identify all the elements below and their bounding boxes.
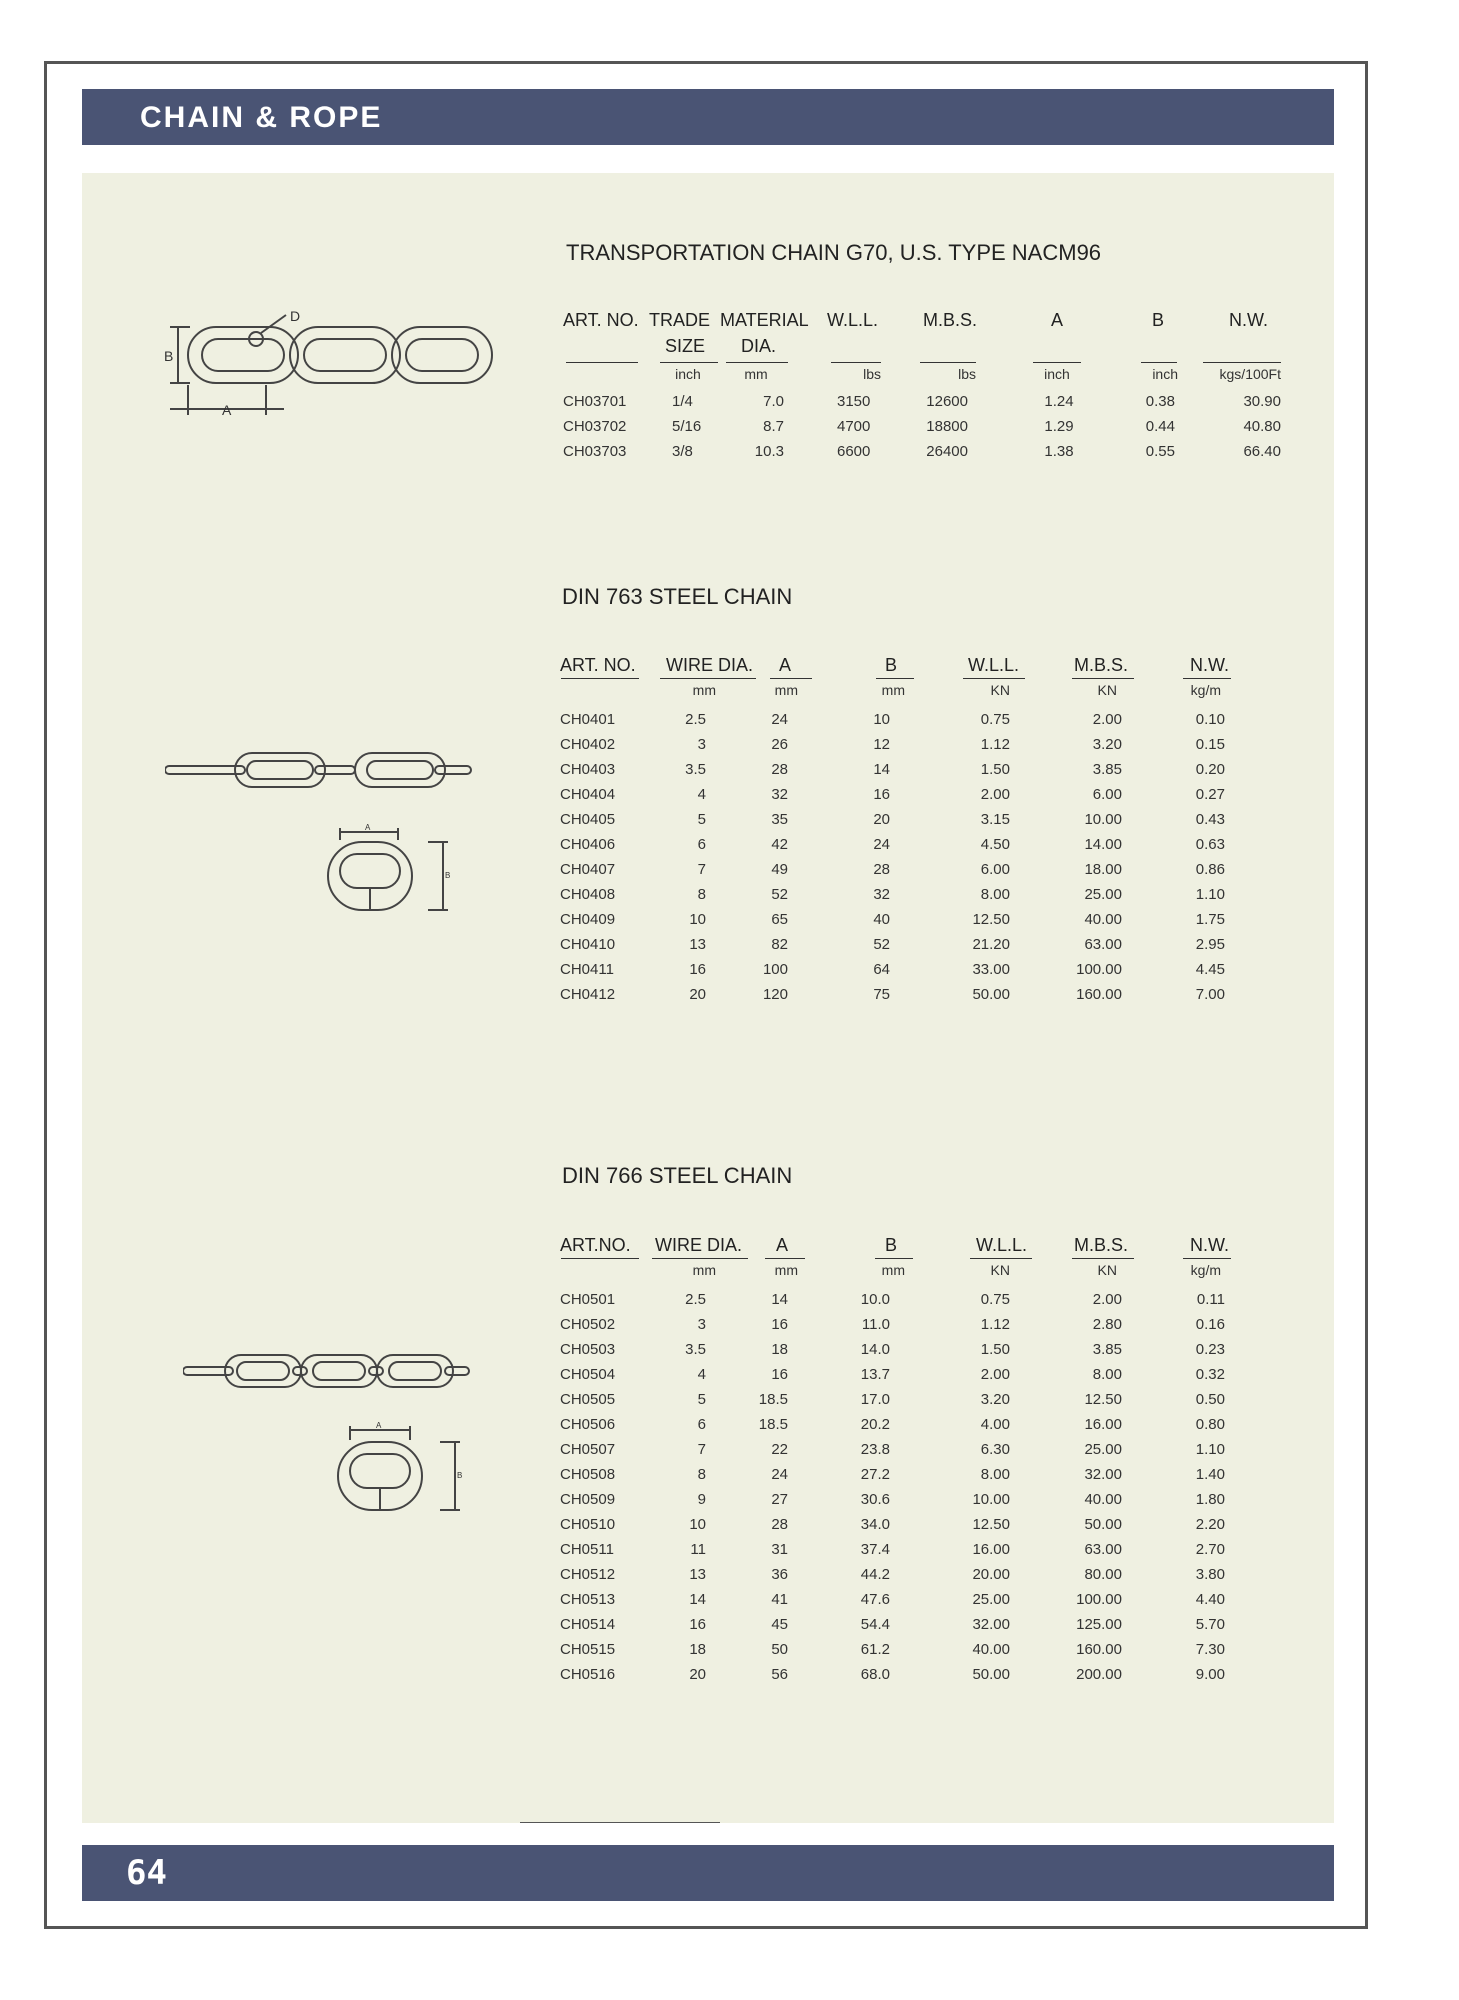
cell-a: 28 <box>771 1516 788 1533</box>
nacm96-hdr-a: A <box>1051 310 1064 330</box>
cell-b: 20.2 <box>860 1416 890 1433</box>
cell-a: 100 <box>762 961 788 978</box>
nacm96-unit: lbs <box>958 366 976 382</box>
nacm96-hdr-dia: DIA. <box>741 336 777 356</box>
cell-b: 52 <box>873 936 890 953</box>
cell-a: 18.5 <box>758 1391 788 1408</box>
cell-mbs: 16.00 <box>1084 1416 1122 1433</box>
nacm96-table <box>563 310 1293 470</box>
din763-hdr: B <box>885 655 898 675</box>
cell-b: 0.38 <box>1145 393 1175 410</box>
cell-wll: 50.00 <box>972 986 1010 1003</box>
cell-wll: 3.15 <box>980 811 1010 828</box>
page-header-title: CHAIN & ROPE <box>140 101 383 134</box>
cell-mbs: 32.00 <box>1084 1466 1122 1483</box>
cell-a: 120 <box>762 986 788 1003</box>
cell-a: 1.38 <box>1044 443 1074 460</box>
din766-hdr: N.W. <box>1190 1235 1229 1255</box>
cell-b: 12 <box>873 736 890 753</box>
cell-size: 3/8 <box>672 443 693 460</box>
cell-wire-dia: 3.5 <box>685 761 706 778</box>
cell-wire-dia: 10 <box>689 911 706 928</box>
din766-hdr: W.L.L. <box>976 1235 1028 1255</box>
cell-a: 16 <box>771 1366 788 1383</box>
cell-b: 27.2 <box>860 1466 890 1483</box>
cell-art: CH0406 <box>560 836 616 853</box>
nacm96-unit: mm <box>744 366 768 382</box>
nacm96-hdr-art: ART. NO. <box>563 310 639 330</box>
cell-a: 82 <box>771 936 788 953</box>
cell-art: CH0515 <box>560 1641 616 1658</box>
cell-a: 22 <box>771 1441 788 1458</box>
cell-wll: 3150 <box>837 393 871 410</box>
cell-a: 27 <box>771 1491 788 1508</box>
cell-nw: 0.32 <box>1195 1366 1225 1383</box>
cell-size: 1/4 <box>672 393 693 410</box>
cell-mbs: 160.00 <box>1076 1641 1122 1658</box>
din766-hdr: M.B.S. <box>1074 1235 1129 1255</box>
cell-wire-dia: 14 <box>689 1591 706 1608</box>
cell-art: CH0501 <box>560 1291 616 1308</box>
cell-nw: 0.50 <box>1195 1391 1225 1408</box>
din763-hdr: A <box>779 655 792 675</box>
nacm96-hdr-nw: N.W. <box>1229 310 1268 330</box>
cell-wire-dia: 3 <box>697 1316 706 1333</box>
cell-art: CH0503 <box>560 1341 616 1358</box>
cell-art: CH0516 <box>560 1666 616 1683</box>
cell-mbs: 3.85 <box>1092 1341 1122 1358</box>
din766-unit: mm <box>692 1262 716 1278</box>
cell-nw: 2.20 <box>1195 1516 1225 1533</box>
cell-a: 18.5 <box>758 1416 788 1433</box>
din763-sketch-label-a: A <box>365 823 371 832</box>
cell-a: 36 <box>771 1566 788 1583</box>
cell-wire-dia: 16 <box>689 1616 706 1633</box>
cell-wire-dia: 9 <box>697 1491 706 1508</box>
cell-nw: 0.11 <box>1196 1291 1225 1308</box>
cell-wll: 32.00 <box>972 1616 1010 1633</box>
nacm96-unit: inch <box>675 366 701 382</box>
cell-wire-dia: 4 <box>697 1366 706 1383</box>
cell-nw: 0.15 <box>1195 736 1225 753</box>
cell-art: CH0508 <box>560 1466 616 1483</box>
cell-art: CH0510 <box>560 1516 616 1533</box>
cell-art: CH0507 <box>560 1441 616 1458</box>
page-number: 64 <box>126 1853 167 1893</box>
cell-wire-dia: 7 <box>697 1441 706 1458</box>
din766-unit: kg/m <box>1190 1262 1221 1278</box>
cell-art: CH0408 <box>560 886 616 903</box>
din766-sketch-label-a: A <box>376 1421 382 1430</box>
din763-sketch-label-b: B <box>445 871 451 880</box>
cell-art: CH03702 <box>563 418 627 435</box>
cell-nw: 4.45 <box>1195 961 1225 978</box>
nacm96-hdr-wll: W.L.L. <box>827 310 879 330</box>
cell-a: 28 <box>771 761 788 778</box>
cell-b: 14.0 <box>860 1341 890 1358</box>
cell-mbs: 10.00 <box>1084 811 1122 828</box>
cell-wll: 10.00 <box>972 1491 1010 1508</box>
cell-b: 61.2 <box>860 1641 890 1658</box>
cell-mbs: 125.00 <box>1076 1616 1122 1633</box>
cell-b: 10.0 <box>860 1291 890 1308</box>
cell-mbs: 40.00 <box>1084 911 1122 928</box>
din766-sketch-label-b: B <box>457 1471 463 1480</box>
cell-a: 24 <box>771 1466 788 1483</box>
din766-hdr: WIRE DIA. <box>655 1235 743 1255</box>
cell-b: 24 <box>873 836 890 853</box>
cell-mbs: 2.00 <box>1092 711 1122 728</box>
cell-nw: 0.63 <box>1195 836 1225 853</box>
cell-a: 42 <box>771 836 788 853</box>
cell-wll: 2.00 <box>980 1366 1010 1383</box>
cell-mbs: 63.00 <box>1084 936 1122 953</box>
cell-b: 23.8 <box>860 1441 890 1458</box>
cell-b: 14 <box>873 761 890 778</box>
cell-nw: 2.95 <box>1195 936 1225 953</box>
cell-wll: 12.50 <box>972 911 1010 928</box>
din766-unit: KN <box>990 1262 1010 1278</box>
cell-wire-dia: 20 <box>689 986 706 1003</box>
cell-b: 34.0 <box>860 1516 890 1533</box>
cell-art: CH0411 <box>560 961 614 978</box>
cell-mbs: 160.00 <box>1076 986 1122 1003</box>
nacm96-hdr-mbs: M.B.S. <box>923 310 978 330</box>
cell-mbs: 200.00 <box>1076 1666 1122 1683</box>
din766-hdr: B <box>885 1235 898 1255</box>
footer-bar <box>82 1845 1334 1901</box>
cell-b: 0.55 <box>1145 443 1175 460</box>
cell-mbs: 3.85 <box>1092 761 1122 778</box>
cell-art: CH0405 <box>560 811 616 828</box>
nacm96-hdr-material: MATERIAL <box>720 310 809 330</box>
cell-b: 20 <box>873 811 890 828</box>
cell-wll: 4.50 <box>980 836 1010 853</box>
din763-hdr: N.W. <box>1190 655 1229 675</box>
cell-a: 1.24 <box>1044 393 1074 410</box>
cell-nw: 40.80 <box>1243 418 1281 435</box>
cell-b: 75 <box>873 986 890 1003</box>
cell-b: 68.0 <box>860 1666 890 1683</box>
cell-art: CH0502 <box>560 1316 616 1333</box>
nacm96-sketch-label-d: D <box>290 308 301 324</box>
cell-mbs: 100.00 <box>1076 961 1122 978</box>
cell-a: 56 <box>771 1666 788 1683</box>
cell-art: CH0407 <box>560 861 616 878</box>
din763-hdr: W.L.L. <box>968 655 1020 675</box>
nacm96-chain-sketch <box>150 305 510 425</box>
cell-nw: 1.75 <box>1195 911 1225 928</box>
cell-wire-dia: 6 <box>697 836 706 853</box>
cell-nw: 4.40 <box>1195 1591 1225 1608</box>
bottom-divider <box>520 1822 720 1823</box>
cell-wll: 6.00 <box>980 861 1010 878</box>
cell-nw: 5.70 <box>1195 1616 1225 1633</box>
cell-mbs: 2.80 <box>1092 1316 1122 1333</box>
cell-b: 28 <box>873 861 890 878</box>
cell-nw: 0.27 <box>1195 786 1225 803</box>
cell-wll: 4700 <box>837 418 871 435</box>
cell-wire-dia: 13 <box>689 936 706 953</box>
cell-a: 41 <box>771 1591 788 1608</box>
cell-wll: 0.75 <box>980 711 1010 728</box>
cell-nw: 0.43 <box>1195 811 1225 828</box>
cell-wll: 2.00 <box>980 786 1010 803</box>
cell-wire-dia: 2.5 <box>685 711 706 728</box>
cell-wll: 16.00 <box>972 1541 1010 1558</box>
din766-unit: mm <box>881 1262 905 1278</box>
cell-mbs: 6.00 <box>1092 786 1122 803</box>
cell-art: CH0505 <box>560 1391 616 1408</box>
cell-b: 0.44 <box>1145 418 1175 435</box>
cell-wire-dia: 8 <box>697 886 706 903</box>
din763-unit: KN <box>1097 682 1117 698</box>
cell-mbs: 2.00 <box>1092 1291 1122 1308</box>
cell-dia: 7.0 <box>763 393 784 410</box>
cell-wll: 33.00 <box>972 961 1010 978</box>
cell-a: 65 <box>771 911 788 928</box>
cell-a: 16 <box>771 1316 788 1333</box>
cell-a: 49 <box>771 861 788 878</box>
cell-nw: 0.20 <box>1195 761 1225 778</box>
cell-b: 11.0 <box>861 1316 890 1333</box>
cell-nw: 9.00 <box>1195 1666 1225 1683</box>
cell-art: CH0512 <box>560 1566 616 1583</box>
din763-unit: mm <box>774 682 798 698</box>
cell-nw: 1.40 <box>1195 1466 1225 1483</box>
din766-hdr: A <box>776 1235 789 1255</box>
cell-art: CH03703 <box>563 443 627 460</box>
header-bar <box>82 89 1334 145</box>
cell-wll: 6.30 <box>980 1441 1010 1458</box>
cell-wll: 1.50 <box>980 1341 1010 1358</box>
cell-nw: 30.90 <box>1243 393 1281 410</box>
din766-unit: mm <box>774 1262 798 1278</box>
din766-hdr: ART.NO. <box>560 1235 631 1255</box>
din763-unit: mm <box>692 682 716 698</box>
cell-art: CH0514 <box>560 1616 616 1633</box>
cell-mbs: 14.00 <box>1084 836 1122 853</box>
cell-nw: 2.70 <box>1195 1541 1225 1558</box>
nacm96-unit: inch <box>1152 366 1178 382</box>
din763-unit: KN <box>990 682 1010 698</box>
cell-a: 50 <box>771 1641 788 1658</box>
cell-wll: 20.00 <box>972 1566 1010 1583</box>
cell-dia: 8.7 <box>763 418 784 435</box>
cell-wire-dia: 10 <box>689 1516 706 1533</box>
din766-table <box>560 1235 1260 1695</box>
nacm96-sketch-label-b: B <box>164 348 174 364</box>
cell-nw: 7.00 <box>1195 986 1225 1003</box>
cell-size: 5/16 <box>672 418 702 435</box>
cell-b: 64 <box>873 961 890 978</box>
cell-a: 26 <box>771 736 788 753</box>
cell-wire-dia: 16 <box>689 961 706 978</box>
cell-wll: 6600 <box>837 443 871 460</box>
cell-mbs: 50.00 <box>1084 1516 1122 1533</box>
cell-wll: 3.20 <box>980 1391 1010 1408</box>
cell-wire-dia: 3 <box>697 736 706 753</box>
cell-mbs: 12.50 <box>1084 1391 1122 1408</box>
cell-b: 10 <box>873 711 890 728</box>
cell-art: CH0504 <box>560 1366 616 1383</box>
cell-b: 32 <box>873 886 890 903</box>
nacm96-hdr-b: B <box>1152 310 1165 330</box>
cell-dia: 10.3 <box>754 443 784 460</box>
cell-wire-dia: 18 <box>689 1641 706 1658</box>
cell-art: CH03701 <box>563 393 627 410</box>
din763-unit: mm <box>881 682 905 698</box>
cell-a: 14 <box>771 1291 788 1308</box>
cell-art: CH0513 <box>560 1591 616 1608</box>
nacm96-sketch-label-a: A <box>222 402 232 418</box>
cell-nw: 0.86 <box>1195 861 1225 878</box>
cell-mbs: 63.00 <box>1084 1541 1122 1558</box>
cell-nw: 1.10 <box>1195 1441 1225 1458</box>
cell-nw: 0.10 <box>1195 711 1225 728</box>
nacm96-title: TRANSPORTATION CHAIN G70, U.S. TYPE NACM96 <box>566 240 1102 265</box>
din763-title: DIN 763 STEEL CHAIN <box>562 584 793 609</box>
cell-nw: 1.80 <box>1195 1491 1225 1508</box>
cell-mbs: 3.20 <box>1092 736 1122 753</box>
cell-wll: 1.50 <box>980 761 1010 778</box>
din766-chain-sketch <box>183 1349 473 1393</box>
din763-hdr: WIRE DIA. <box>666 655 754 675</box>
cell-art: CH0402 <box>560 736 616 753</box>
cell-a: 52 <box>771 886 788 903</box>
cell-wire-dia: 8 <box>697 1466 706 1483</box>
cell-wll: 40.00 <box>972 1641 1010 1658</box>
cell-b: 54.4 <box>860 1616 890 1633</box>
cell-wll: 8.00 <box>980 886 1010 903</box>
cell-b: 44.2 <box>860 1566 890 1583</box>
din763-table <box>560 655 1260 1015</box>
cell-art: CH0403 <box>560 761 616 778</box>
cell-a: 32 <box>771 786 788 803</box>
cell-a: 24 <box>771 711 788 728</box>
cell-b: 13.7 <box>860 1366 890 1383</box>
cell-wire-dia: 6 <box>697 1416 706 1433</box>
cell-wire-dia: 5 <box>697 1391 706 1408</box>
cell-b: 16 <box>873 786 890 803</box>
cell-wire-dia: 3.5 <box>685 1341 706 1358</box>
cell-wire-dia: 7 <box>697 861 706 878</box>
cell-mbs: 12600 <box>926 393 968 410</box>
cell-wire-dia: 5 <box>697 811 706 828</box>
cell-mbs: 40.00 <box>1084 1491 1122 1508</box>
cell-mbs: 100.00 <box>1076 1591 1122 1608</box>
cell-wll: 12.50 <box>972 1516 1010 1533</box>
nacm96-unit: kgs/100Ft <box>1219 366 1281 382</box>
cell-wll: 0.75 <box>980 1291 1010 1308</box>
cell-nw: 0.16 <box>1195 1316 1225 1333</box>
nacm96-hdr-size: SIZE <box>665 336 706 356</box>
din763-hdr: M.B.S. <box>1074 655 1129 675</box>
cell-mbs: 18.00 <box>1084 861 1122 878</box>
cell-wire-dia: 20 <box>689 1666 706 1683</box>
cell-mbs: 25.00 <box>1084 1441 1122 1458</box>
cell-b: 47.6 <box>860 1591 890 1608</box>
cell-art: CH0404 <box>560 786 616 803</box>
cell-wll: 1.12 <box>980 1316 1010 1333</box>
cell-a: 1.29 <box>1044 418 1074 435</box>
cell-mbs: 80.00 <box>1084 1566 1122 1583</box>
cell-nw: 0.80 <box>1195 1416 1225 1433</box>
cell-b: 30.6 <box>860 1491 890 1508</box>
nacm96-hdr-trade: TRADE <box>649 310 711 330</box>
cell-wire-dia: 13 <box>689 1566 706 1583</box>
cell-art: CH0511 <box>560 1541 614 1558</box>
cell-b: 40 <box>873 911 890 928</box>
cell-wll: 21.20 <box>972 936 1010 953</box>
cell-a: 18 <box>771 1341 788 1358</box>
cell-art: CH0412 <box>560 986 616 1003</box>
cell-mbs: 18800 <box>926 418 968 435</box>
cell-art: CH0509 <box>560 1491 616 1508</box>
cell-nw: 0.23 <box>1195 1341 1225 1358</box>
cell-mbs: 8.00 <box>1092 1366 1122 1383</box>
cell-art: CH0409 <box>560 911 616 928</box>
din763-unit: kg/m <box>1190 682 1221 698</box>
cell-nw: 3.80 <box>1195 1566 1225 1583</box>
nacm96-unit: lbs <box>863 366 881 382</box>
cell-wll: 8.00 <box>980 1466 1010 1483</box>
din766-title: DIN 766 STEEL CHAIN <box>562 1163 793 1188</box>
cell-a: 31 <box>771 1541 788 1558</box>
cell-art: CH0410 <box>560 936 616 953</box>
cell-nw: 1.10 <box>1195 886 1225 903</box>
cell-wll: 50.00 <box>972 1666 1010 1683</box>
cell-wire-dia: 11 <box>690 1541 706 1558</box>
cell-b: 37.4 <box>860 1541 890 1558</box>
cell-b: 17.0 <box>860 1391 890 1408</box>
cell-wll: 1.12 <box>980 736 1010 753</box>
cell-wll: 25.00 <box>972 1591 1010 1608</box>
din766-unit: KN <box>1097 1262 1117 1278</box>
cell-wll: 4.00 <box>980 1416 1010 1433</box>
din763-hdr: ART. NO. <box>560 655 636 675</box>
cell-a: 35 <box>771 811 788 828</box>
cell-art: CH0506 <box>560 1416 616 1433</box>
cell-wire-dia: 4 <box>697 786 706 803</box>
din766-link-sketch <box>330 1420 470 1520</box>
cell-a: 45 <box>771 1616 788 1633</box>
cell-mbs: 25.00 <box>1084 886 1122 903</box>
din763-chain-sketch <box>165 745 475 795</box>
cell-wire-dia: 2.5 <box>685 1291 706 1308</box>
din763-link-sketch <box>318 820 458 920</box>
cell-nw: 7.30 <box>1195 1641 1225 1658</box>
cell-art: CH0401 <box>560 711 616 728</box>
cell-mbs: 26400 <box>926 443 968 460</box>
cell-nw: 66.40 <box>1243 443 1281 460</box>
nacm96-unit: inch <box>1044 366 1070 382</box>
